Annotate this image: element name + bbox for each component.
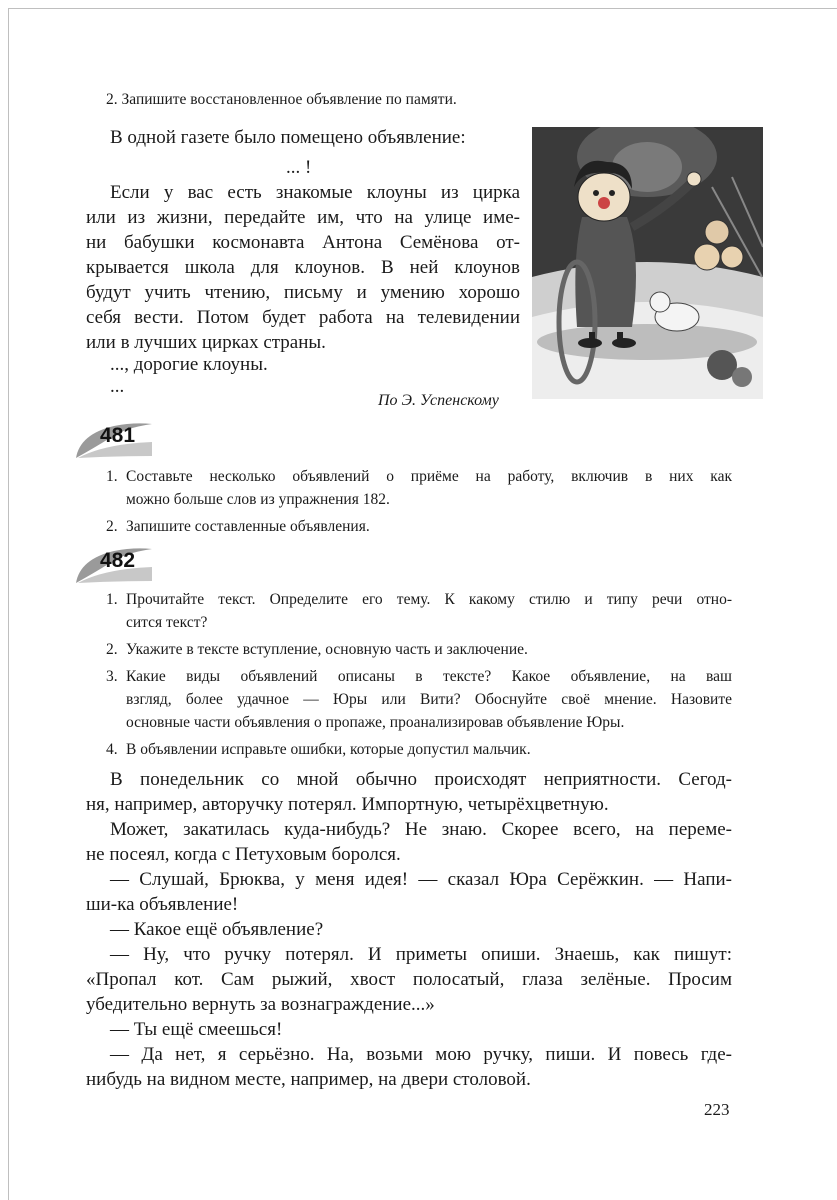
- item-number: 4.: [106, 741, 118, 758]
- exercise-number: 482: [100, 549, 136, 572]
- item-number: 2.: [106, 641, 118, 658]
- exercise-481-items: [106, 465, 732, 538]
- text-line: не посеял, когда с Петуховым боролся.: [86, 844, 401, 865]
- list-item: [106, 515, 732, 538]
- story-intro: В одной газете было помещено объявление:: [110, 127, 466, 148]
- story-body: [86, 180, 520, 355]
- story-dots: ... !: [286, 157, 312, 178]
- list-item: [106, 738, 732, 761]
- main-text: [86, 767, 732, 1092]
- text-line: «Пропал кот. Сам рыжий, хвост полосатый, глаза зелёные. Просим: [86, 969, 732, 990]
- exercise-482-items: [106, 588, 732, 761]
- item-line: взгляд, более удачное — Юры или Вити? Обоснуйте своё мнение. Назовите: [126, 691, 732, 708]
- item-line: сится текст?: [126, 614, 208, 631]
- task-item-2: 2. Запишите восстановленное объявление по памяти.: [106, 91, 457, 108]
- item-line: основные части объявления о пропаже, проанализировав объявление Юры.: [126, 714, 625, 731]
- story-line: Если у вас есть знакомые клоуны из цирка: [110, 182, 520, 203]
- item-number: 1.: [106, 591, 118, 608]
- story-line: или в лучших цирках страны.: [86, 332, 326, 353]
- text-line: нибудь на видном месте, например, на двери столовой.: [86, 1069, 531, 1090]
- text-line: — Да нет, я серьёзно. На, возьми мою ручку, пиши. И повесь где-: [110, 1044, 732, 1065]
- story-line: крывается школа для клоунов. В ней клоунов: [86, 257, 520, 278]
- story-line: или из жизни, передайте им, что на улице име-: [86, 207, 520, 228]
- item-number: 2.: [106, 518, 118, 535]
- exercise-481-badge: [74, 420, 154, 460]
- item-line: Прочитайте текст. Определите его тему. К какому стилю и типу речи отно-: [126, 591, 732, 608]
- story-line: себя вести. Потом будет работа на телевидении: [86, 307, 520, 328]
- text-line: — Какое ещё объявление?: [110, 919, 324, 940]
- item-number: 3.: [106, 668, 118, 685]
- page-number: 223: [704, 1100, 730, 1119]
- item-number: 1.: [106, 468, 118, 485]
- list-item: [106, 665, 732, 734]
- item-line: Укажите в тексте вступление, основную часть и заключение.: [126, 641, 528, 658]
- clown-circus-illustration: [532, 127, 763, 399]
- list-item: [106, 588, 732, 634]
- text-line: В понедельник со мной обычно происходят неприятности. Сегод-: [110, 769, 732, 790]
- item-line: Составьте несколько объявлений о приёме на работу, включив в них как: [126, 468, 732, 485]
- story-closing: ..., дорогие клоуны.: [110, 354, 268, 375]
- item-line: можно больше слов из упражнения 182.: [126, 491, 390, 508]
- item-line: Какие виды объявлений описаны в тексте? Какое объявление, на ваш: [126, 668, 732, 685]
- text-line: убедительно вернуть за вознаграждение...»: [86, 994, 435, 1015]
- story-ellipsis: ...: [110, 376, 125, 397]
- list-item: [106, 465, 732, 511]
- story-line: ни бабушки космонавта Антона Семёнова от-: [86, 232, 520, 253]
- text-line: Может, закатилась куда-нибудь? Не знаю. Скорее всего, на переме-: [110, 819, 732, 840]
- item-line: В объявлении исправьте ошибки, которые допустил мальчик.: [126, 741, 531, 758]
- text-line: — Слушай, Брюква, у меня идея! — сказал Юра Серёжкин. — Напи-: [110, 869, 732, 890]
- story-line: будут учить чтению, письму и умению хорошо: [86, 282, 520, 303]
- exercise-482-badge: [74, 545, 154, 585]
- text-line: ня, например, авторучку потерял. Импортную, четырёхцветную.: [86, 794, 609, 815]
- clown-icon: [532, 127, 763, 399]
- item-line: Запишите составленные объявления.: [126, 518, 370, 535]
- text-line: ши-ка объявление!: [86, 894, 239, 915]
- exercise-number: 481: [100, 424, 136, 447]
- list-item: [106, 638, 732, 661]
- text-line: — Ты ещё смеешься!: [110, 1019, 283, 1040]
- text-line: — Ну, что ручку потерял. И приметы опиши. Знаешь, как пишут:: [110, 944, 732, 965]
- story-author: По Э. Успенскому: [378, 392, 499, 409]
